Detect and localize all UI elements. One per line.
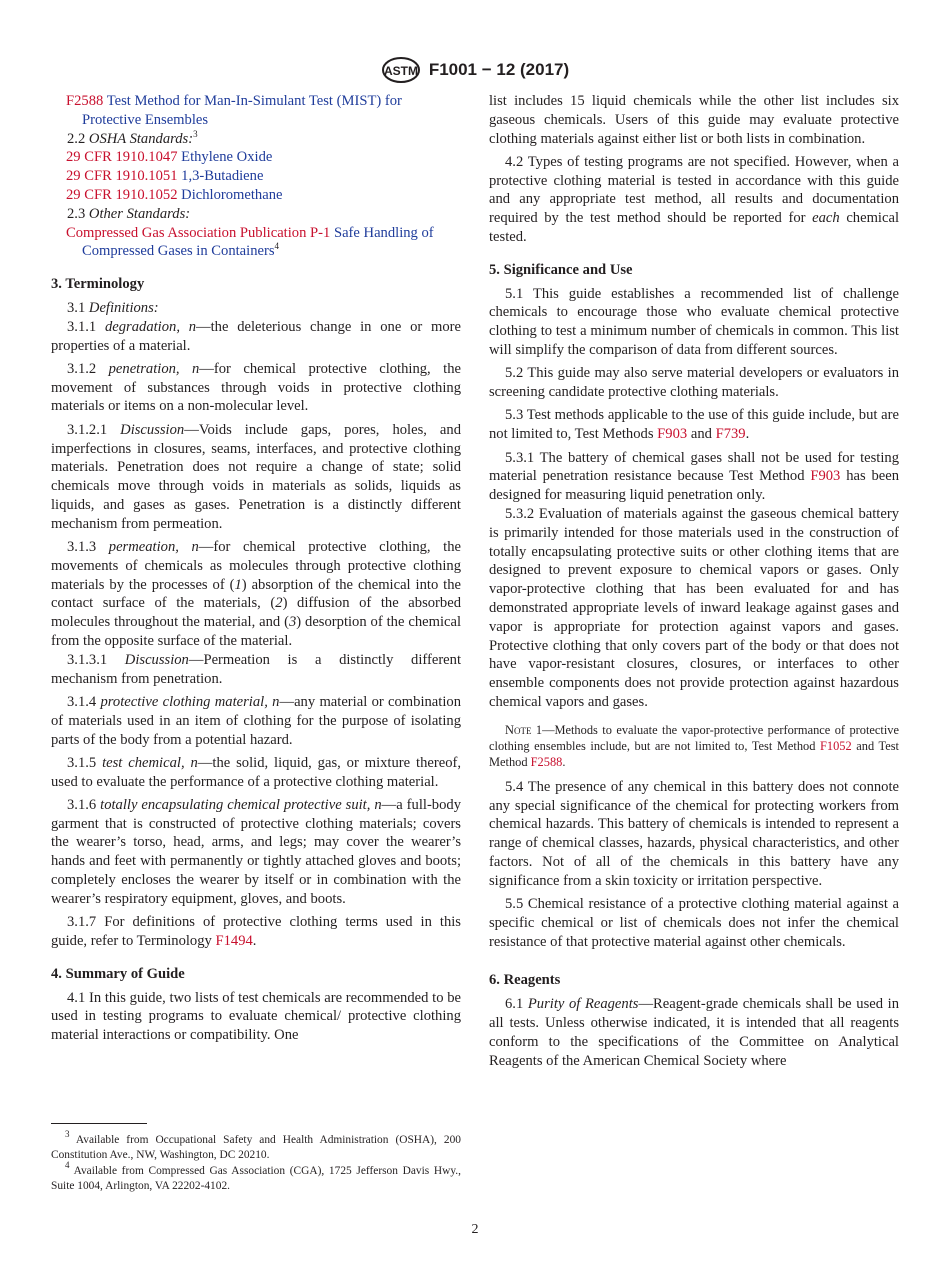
- ref-title-osha-1047[interactable]: Ethylene Oxide: [181, 149, 273, 166]
- section-4-2: 4.2 Types of testing programs are not specified. However, when a protective clothing material is tested in accordance with this guide and any appropriate test method, all results and documentation required by the test method should be reported for each chemical tested.: [489, 153, 899, 246]
- reference-osha-1052: [51, 186, 461, 205]
- section-5-3-2: 5.3.2 Evaluation of materials against the gaseous chemical battery is primarily intended for those materials used in the construction of totally encapsulating protective suits or other clothing items that are designed to prevent exposure to chemical vapors or gases. Only vapor-protective clothing that has been evaluated for and has demonstrated appropriate levels of inward leakage against gases and vapor is appropriate for protection against vapors and gases. Protective clothing that only covers part of the body or that does not have vapor-resistant closures, closures, or interfaces to other ensemble components does not provide protection against hazardous chemical vapors and gases.: [489, 505, 899, 710]
- note-1: Note 1—Methods to evaluate the vapor-protective performance of protective clothing ensembles include, but are not limited to, Test Method F1052 and Test Method F2588.: [489, 722, 899, 769]
- section-4-1-continued: list includes 15 liquid chemicals while the other list includes six gaseous chemicals. Users of this guide may evaluate protective clothing materials against either list or both lists in combination.: [489, 93, 899, 147]
- section-3-1: 3.1 Definitions:: [67, 299, 159, 316]
- heading-reagents: 6. Reagents: [489, 972, 561, 989]
- definition-degradation: 3.1.1 degradation, n—the deleterious change in one or more properties of a material.: [51, 318, 461, 354]
- definition-test-chemical: 3.1.5 test chemical, n—the solid, liquid, gas, or mixture thereof, used to evaluate the performance of a protective clothing material.: [51, 754, 461, 790]
- ref-title-f2588[interactable]: Test Method for Man-In-Simulant Test (MIST) for Protective Ensembles: [82, 93, 402, 128]
- definition-penetration: 3.1.2 penetration, n—for chemical protective clothing, the movement of substances through voids in protective clothing materials or items on a non-molecular level.: [51, 360, 461, 415]
- definition-encapsulating-suit: 3.1.6 totally encapsulating chemical protective suit, n—a full-body garment that is constructed of protective clothing materials; covers the wearer’s torso, head, arms, and legs; may cover the wearer’s hands and feet with permanently or tightly attached gloves and boots; completely encloses the wearer by itself or in combination with the wearer’s respiratory equipment, gloves, and boots.: [51, 796, 461, 907]
- section-5-3: 5.3 Test methods applicable to the use of this guide include, but are not limited to, Test Methods F903 and F739.: [489, 407, 899, 443]
- footnote-ref-4[interactable]: 4: [274, 241, 280, 252]
- section-2-3: 2.3 Other Standards:: [67, 205, 191, 222]
- footnotes: [51, 1129, 461, 1195]
- footnote-3: $^3$ Available from Occupational Safety and Health Administration (OSHA), 200 Constitution Ave., NW, Washington, DC 20210.: [51, 1129, 461, 1161]
- page-header: [0, 56, 950, 84]
- document-designation: F1001 − 12 (2017): [428, 60, 570, 79]
- ref-link-cga-p1[interactable]: Compressed Gas Association Publication P-1: [66, 224, 331, 241]
- heading-significance-and-use: 5. Significance and Use: [489, 261, 633, 278]
- footnote-ref-3[interactable]: 3: [193, 128, 198, 139]
- section-5-2: 5.2 This guide may also serve material developers or evaluators in screening candidate protective clothing materials.: [489, 365, 899, 401]
- ref-title-cga-p1[interactable]: Safe Handling of Compressed Gases in Containers: [82, 224, 434, 260]
- ref-link-osha-1051[interactable]: 29 CFR 1910.1051: [66, 168, 178, 185]
- section-4-1: 4.1 In this guide, two lists of test chemicals are recommended to be used in testing programs to evaluate chemical/ protective clothing material interactions or compatibility. One: [51, 989, 461, 1044]
- section-5-4: 5.4 The presence of any chemical in this battery does not connote any special significance of the chemical for protecting workers from chemical hazards. This battery of chemicals is intended to represent a range of chemical classes, hazards, physical characteristics, and other factors. Not of all of the chemicals in this battery have any significance from a skin toxicity or irritation perspective.: [489, 778, 899, 889]
- heading-terminology: 3. Terminology: [51, 276, 145, 293]
- link-f1052[interactable]: F1052: [820, 738, 852, 753]
- right-column: [489, 92, 899, 1075]
- ref-title-osha-1051[interactable]: 1,3-Butadiene: [181, 168, 264, 185]
- reference-cga-p1: [51, 224, 461, 262]
- link-f739[interactable]: F739: [715, 426, 746, 443]
- heading-summary-of-guide: 4. Summary of Guide: [51, 965, 185, 982]
- definition-permeation: 3.1.3 permeation, n—for chemical protective clothing, the movements of chemicals as molecules through protective clothing materials by the processes of (1) absorption of the chemical into the contact surface of the materials, (2) diffusion of the absorbed molecules throughout the material, and (3) desorption of the chemical from the opposite surface of the material.: [51, 539, 462, 650]
- link-f903[interactable]: F903: [657, 426, 688, 443]
- astm-logo-icon: [381, 56, 421, 84]
- discussion-permeation: 3.1.3.1 Discussion—Permeation is a distinctly different mechanism from penetration.: [51, 651, 462, 687]
- link-f2588[interactable]: F2588: [530, 754, 563, 769]
- link-f903-b[interactable]: F903: [810, 468, 841, 485]
- section-5-1: 5.1 This guide establishes a recommended list of challenge chemicals to encourage those who evaluate chemical protective clothing to test a minimum number of chemicals in common. This list will simplify the comparison of data from different sources.: [489, 285, 899, 359]
- ref-link-f2588[interactable]: F2588: [66, 93, 104, 109]
- section-6-1: 6.1 Purity of Reagents—Reagent-grade chemicals shall be used in all tests. Unless otherwise indicated, it is intended that all reagents conform to the specifications of the Committee on Analytical Reagents of the American Chemical Society where: [489, 996, 899, 1069]
- link-f1494[interactable]: F1494: [215, 932, 253, 949]
- reference-f2588: [51, 92, 461, 130]
- footnote-4: $^4$ Available from Compressed Gas Association (CGA), 1725 Jefferson Davis Hwy., Suite 1004, Arlington, VA 22202-4102.: [51, 1160, 461, 1192]
- section-5-3-1: 5.3.1 The battery of chemical gases shall not be used for testing material penetration resistance because Test Method F903 has been designed for measuring liquid penetration only.: [489, 449, 900, 504]
- discussion-penetration: 3.1.2.1 Discussion—Voids include gaps, pores, holes, and imperfections in closures, seams, interfaces, and protective clothing materials. Penetration does not require a change of state; solid chemicals move through voids in materials as solids, liquids as liquids, and gases as gases. Penetration is a distinctly different mechanism from permeation.: [51, 421, 461, 532]
- ref-link-osha-1047[interactable]: 29 CFR 1910.1047: [66, 149, 178, 166]
- ref-title-osha-1052[interactable]: Dichloromethane: [181, 186, 283, 203]
- reference-osha-1051: [51, 167, 461, 186]
- definition-protective-clothing-material: 3.1.4 protective clothing material, n—any material or combination of materials used in an item of clothing for the purpose of isolating parts of the body from a potential hazard.: [51, 693, 461, 748]
- section-3-1-7: 3.1.7 For definitions of protective clothing terms used in this guide, refer to Terminology F1494.: [51, 914, 461, 949]
- svg-text:ASTM: ASTM: [383, 64, 418, 78]
- section-2-2: 2.2 OSHA Standards:$^3$: [67, 128, 198, 147]
- ref-link-osha-1052[interactable]: 29 CFR 1910.1052: [66, 186, 178, 203]
- reference-osha-1047: [51, 148, 461, 167]
- left-column: [51, 92, 461, 1049]
- section-5-5: 5.5 Chemical resistance of a protective clothing material against a specific chemical or list of chemicals does not infer the chemical resistance of that protective material against other chemicals.: [489, 895, 899, 950]
- footnote-divider: [51, 1123, 147, 1124]
- page-number: 2: [471, 1222, 479, 1237]
